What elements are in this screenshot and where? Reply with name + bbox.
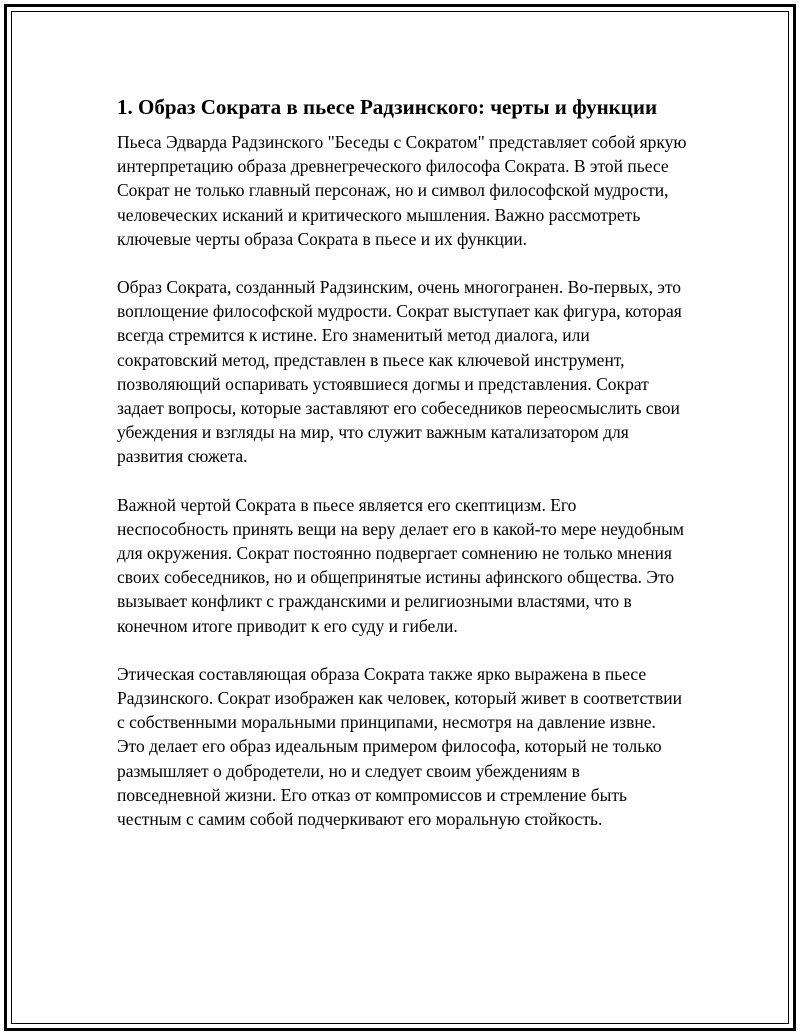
document-body (117, 94, 687, 831)
paragraph-2: Образ Сократа, созданный Радзинским, очень многогранен. Во-первых, это воплощение философской мудрости. Сократ выступает как фигура, которая всегда стремится к истине. Его знаменитый метод диалога, или сократовский метод, представлен в пьесе как ключевой инструмент, позволяющий оспаривать устоявшиеся догмы и представления. Сократ задает вопросы, которые заставляют его собеседников переосмыслить свои убеждения и взгляды на мир, что служит важным катализатором для развития сюжета. (117, 277, 682, 467)
section-heading: 1. Образ Сократа в пьесе Радзинского: черты и функции (117, 95, 658, 119)
paragraph-1: Пьеса Эдварда Радзинского "Беседы с Сократом" представляет собой яркую интерпретацию образа древнегреческого философа Сократа. В этой пьесе Сократ не только главный персонаж, но и символ философской мудрости, человеческих исканий и критического мышления. Важно рассмотреть ключевые черты образа Сократа в пьесе и их функции. (117, 132, 687, 249)
paragraph-4: Этическая составляющая образа Сократа также ярко выражена в пьесе Радзинского. Сократ изображен как человек, который живет в соответствии с собственными моральными принципами, несмотря на давление извне. Это делает его образ идеальным примером философа, который не только размышляет о добродетели, но и следует своим убеждениям в повседневной жизни. Его отказ от компромиссов и стремление быть честным с самим собой подчеркивают его моральную стойкость. (117, 663, 682, 830)
paragraph-3: Важной чертой Сократа в пьесе является его скептицизм. Его неспособность принять вещи на веру делает его в какой-то мере неудобным для окружения. Сократ постоянно подвергает сомнению не только мнения своих собеседников, но и общепринятые истины афинского общества. Это вызывает конфликт с гражданскими и религиозными властями, что в конечном итоге приводит к его суду и гибели. (117, 494, 684, 636)
